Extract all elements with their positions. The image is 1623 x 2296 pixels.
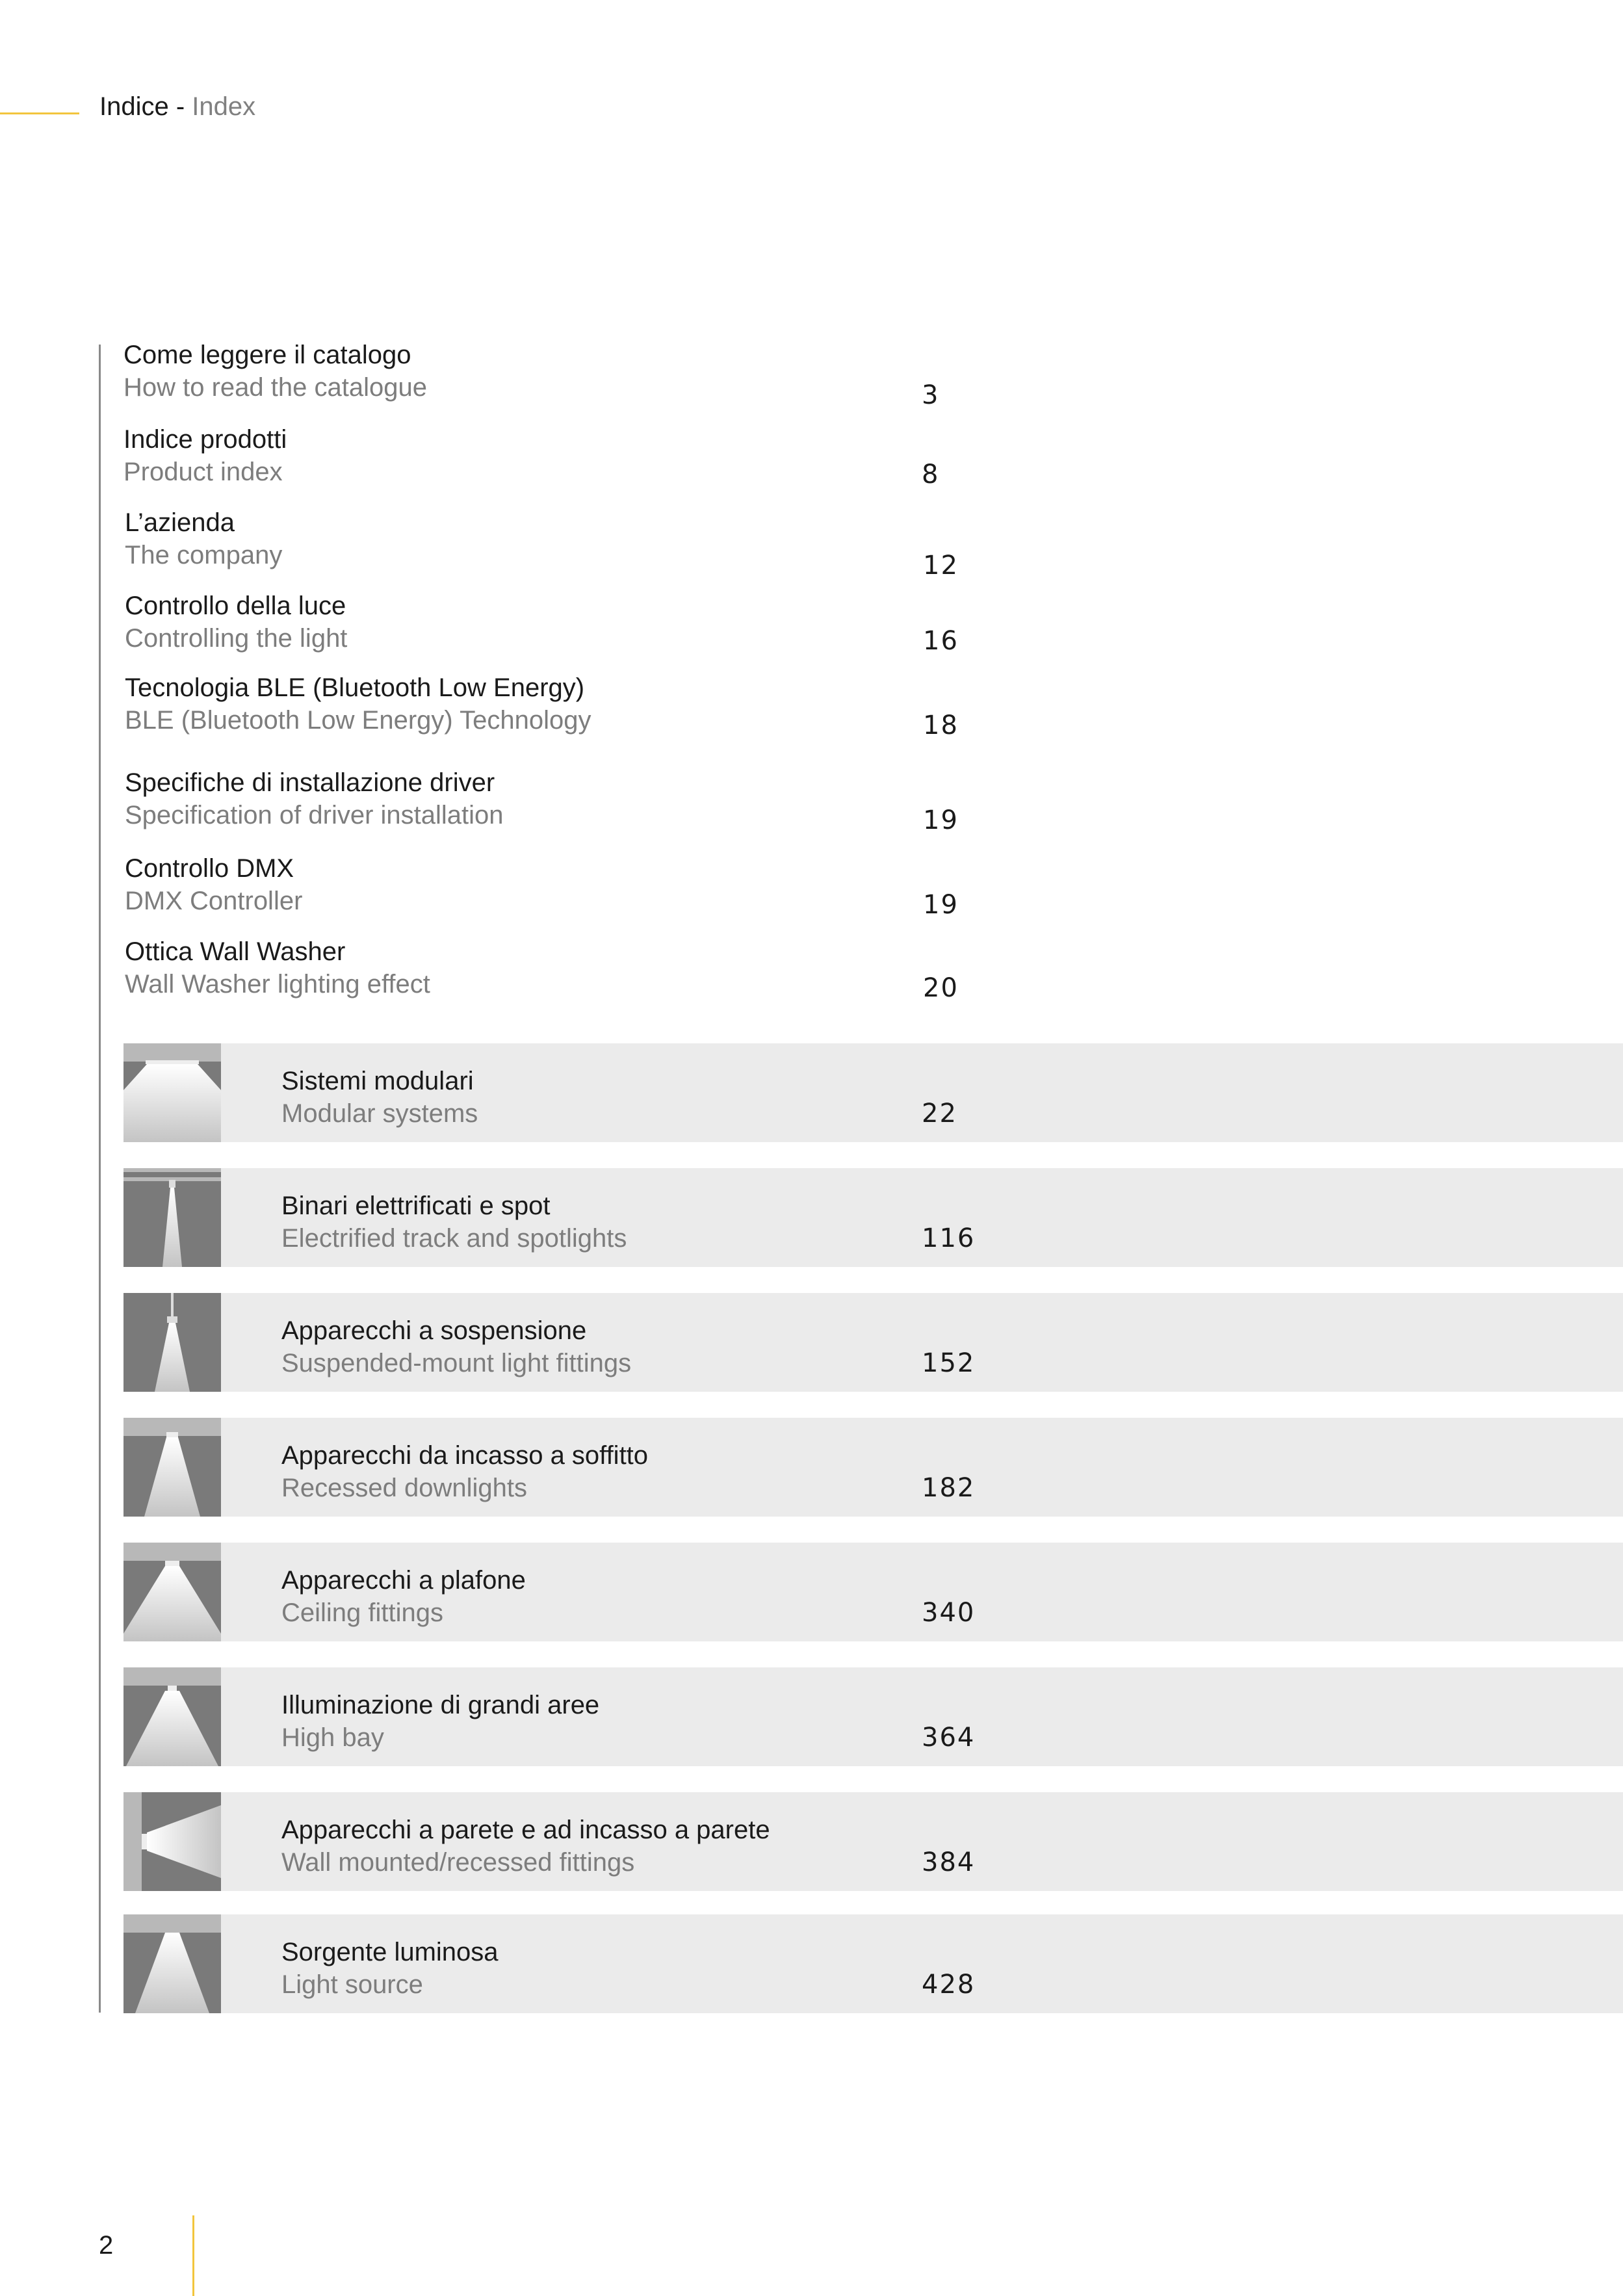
category-page-number: 116	[922, 1223, 976, 1253]
page-number: 2	[99, 2231, 114, 2260]
category-ceiling-fittings[interactable]	[123, 1543, 1623, 1641]
header-accent-line	[0, 112, 79, 114]
entry-page-number: 16	[923, 626, 959, 656]
entry-page-number: 20	[923, 973, 959, 1003]
entry-title-it: Tecnologia BLE (Bluetooth Low Energy)	[125, 673, 585, 702]
light-source-icon	[123, 1914, 221, 2013]
category-title-it: Apparecchi a plafone	[281, 1566, 526, 1595]
entry-page-number: 18	[923, 711, 959, 740]
entry-page-number: 19	[923, 890, 959, 920]
category-page-number: 152	[922, 1348, 976, 1378]
ceiling-fitting-icon	[123, 1543, 221, 1641]
category-title-en: Electrified track and spotlights	[281, 1224, 627, 1253]
entry-title-en: Specification of driver installation	[125, 801, 504, 829]
entry-title-en: BLE (Bluetooth Low Energy) Technology	[125, 706, 591, 735]
entry-title-en: DMX Controller	[125, 887, 303, 915]
entry-title-it: Controllo della luce	[125, 592, 346, 620]
recessed-downlight-icon	[123, 1418, 221, 1517]
category-title-it: Apparecchi da incasso a soffitto	[281, 1441, 649, 1470]
category-page-number: 384	[922, 1847, 976, 1877]
track-spotlight-icon	[123, 1168, 221, 1267]
category-modular-systems[interactable]	[123, 1043, 1623, 1142]
category-title-it: Apparecchi a parete e ad incasso a parete	[281, 1816, 770, 1844]
header-title-en: Index	[192, 92, 256, 121]
category-title-en: Suspended-mount light fittings	[281, 1349, 632, 1377]
category-page-number: 428	[922, 1970, 976, 2000]
header-separator: -	[168, 92, 192, 121]
category-title-en: High bay	[281, 1723, 384, 1752]
category-page-number: 182	[922, 1473, 976, 1503]
entry-page-number: 19	[923, 805, 959, 835]
category-title-en: Recessed downlights	[281, 1474, 527, 1502]
category-suspended-fittings[interactable]	[123, 1293, 1623, 1392]
entry-page-number: 12	[923, 551, 959, 581]
wall-fitting-icon	[123, 1792, 221, 1891]
entry-title-it: Indice prodotti	[123, 425, 287, 454]
entry-title-en: The company	[125, 541, 283, 569]
category-title-en: Wall mounted/recessed fittings	[281, 1848, 635, 1877]
footer-accent-line	[192, 2215, 194, 2296]
category-page-number: 340	[922, 1598, 976, 1628]
category-page-number: 364	[922, 1723, 976, 1753]
entry-title-en: How to read the catalogue	[123, 373, 427, 402]
category-track-spotlights[interactable]	[123, 1168, 1623, 1267]
category-title-it: Sorgente luminosa	[281, 1938, 499, 1966]
category-recessed-downlights[interactable]	[123, 1418, 1623, 1517]
entry-title-en: Product index	[123, 458, 283, 486]
entry-title-it: Specifiche di installazione driver	[125, 768, 495, 797]
category-title-it: Sistemi modulari	[281, 1067, 474, 1095]
category-wall-fittings[interactable]	[123, 1792, 1623, 1891]
page-header	[99, 91, 255, 122]
category-title-en: Light source	[281, 1970, 423, 1999]
entry-page-number: 3	[922, 380, 940, 410]
entry-title-it: Controllo DMX	[125, 854, 294, 883]
index-vertical-rule	[99, 345, 101, 2013]
entry-page-number: 8	[922, 460, 940, 489]
category-title-it: Illuminazione di grandi aree	[281, 1691, 600, 1719]
entry-title-it: Ottica Wall Washer	[125, 937, 346, 966]
category-light-source[interactable]	[123, 1914, 1623, 2013]
modular-systems-icon	[123, 1043, 221, 1142]
category-page-number: 22	[922, 1099, 957, 1128]
entry-title-it: Come leggere il catalogo	[123, 341, 411, 369]
category-high-bay[interactable]	[123, 1667, 1623, 1766]
header-title-it: Indice	[99, 92, 169, 121]
category-title-en: Modular systems	[281, 1099, 478, 1128]
category-title-it: Binari elettrificati e spot	[281, 1192, 551, 1220]
suspended-light-icon	[123, 1293, 221, 1392]
entry-title-en: Controlling the light	[125, 624, 348, 653]
entry-title-it: L’azienda	[125, 508, 235, 537]
entry-title-en: Wall Washer lighting effect	[125, 970, 430, 998]
category-title-en: Ceiling fittings	[281, 1598, 444, 1627]
high-bay-icon	[123, 1667, 221, 1766]
category-title-it: Apparecchi a sospensione	[281, 1316, 587, 1345]
